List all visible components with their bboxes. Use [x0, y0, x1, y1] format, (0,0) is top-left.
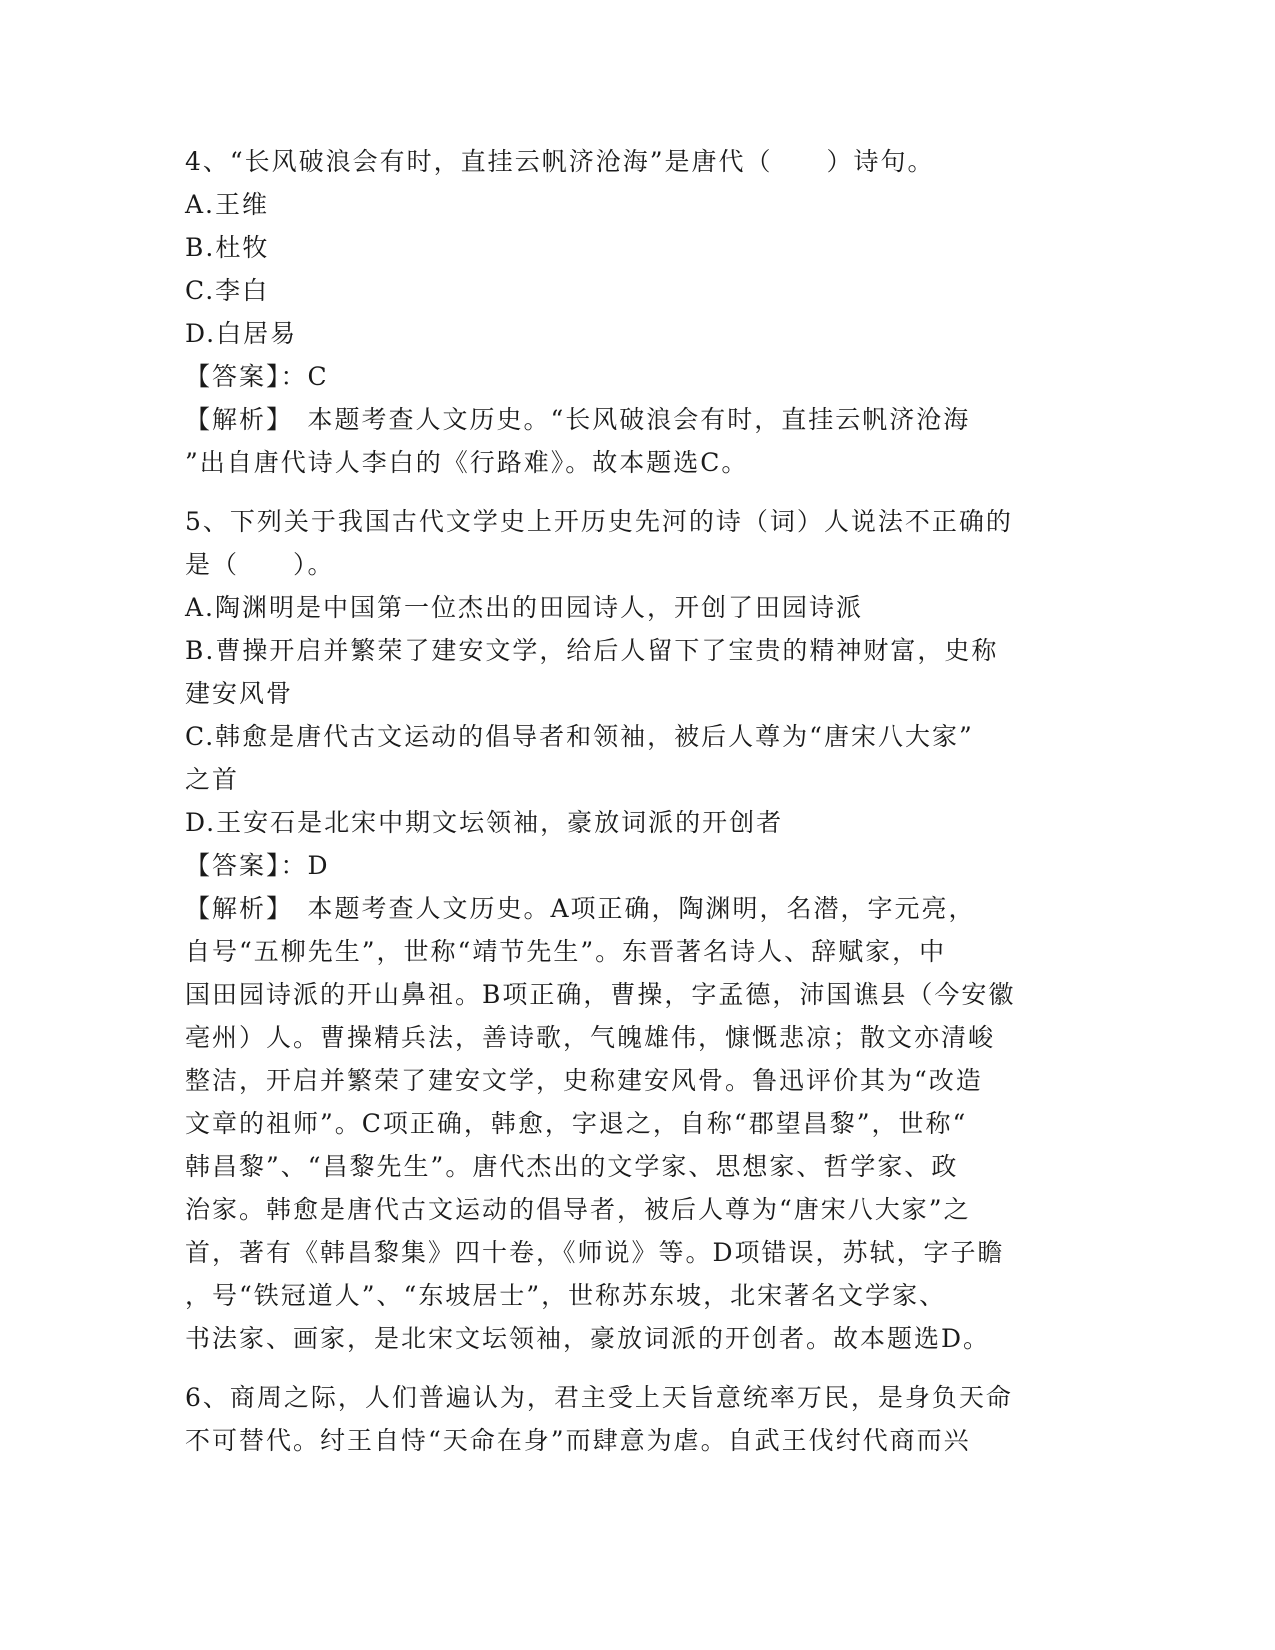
option-c: C.韩愈是唐代古文运动的倡导者和领袖，被后人尊为“唐宋八大家” [185, 722, 974, 751]
question-stem: 不可替代。纣王自恃“天命在身”而肆意为虐。自武王伐纣代商而兴 [185, 1426, 971, 1455]
answer-line: 【答案】：D [185, 851, 330, 880]
spacer [185, 484, 1085, 500]
document-page [185, 140, 1085, 1462]
question-stem: 6、商周之际，人们普遍认为，君主受上天旨意统率万民，是身负天命 [185, 1383, 1013, 1412]
question-stem: 是（ ）。 [185, 550, 335, 579]
analysis-line: 首，著有《韩昌黎集》四十卷，《师说》等。D项错误，苏轼，字子瞻 [185, 1238, 1005, 1267]
analysis-line: 自号“五柳先生”，世称“靖节先生”。东晋著名诗人、辞赋家，中 [185, 937, 947, 966]
spacer [185, 1360, 1085, 1376]
analysis-line: ”出自唐代诗人李白的《行路难》。故本题选C。 [185, 448, 749, 477]
answer-line: 【答案】：C [185, 362, 329, 391]
option-a: A.王维 [185, 190, 270, 219]
question-4 [185, 140, 1085, 484]
analysis-line: 【解析】 本题考查人文历史。A项正确，陶渊明，名潜，字元亮， [185, 894, 976, 923]
analysis-line: 【解析】 本题考查人文历史。“长风破浪会有时，直挂云帆济沧海 [185, 405, 971, 434]
option-d: D.白居易 [185, 319, 298, 348]
analysis-line: 韩昌黎”、“昌黎先生”。唐代杰出的文学家、思想家、哲学家、政 [185, 1152, 959, 1181]
option-d: D.王安石是北宋中期文坛领袖，豪放词派的开创者 [185, 808, 784, 837]
analysis-line: 文章的祖师”。C项正确，韩愈，字退之，自称“郡望昌黎”，世称“ [185, 1109, 968, 1138]
analysis-line: 书法家、画家，是北宋文坛领袖，豪放词派的开创者。故本题选D。 [185, 1324, 991, 1353]
option-b-continued: 建安风骨 [185, 679, 294, 708]
option-b: B.杜牧 [185, 233, 270, 262]
question-5 [185, 500, 1085, 1360]
option-c: C.李白 [185, 276, 270, 305]
analysis-line: 治家。韩愈是唐代古文运动的倡导者，被后人尊为“唐宋八大家”之 [185, 1195, 971, 1224]
question-stem: 4、“长风破浪会有时，直挂云帆济沧海”是唐代（ ）诗句。 [185, 147, 935, 176]
question-stem: 5、下列关于我国古代文学史上开历史先河的诗（词）人说法不正确的 [185, 507, 1013, 536]
analysis-line: 整洁，开启并繁荣了建安文学，史称建安风骨。鲁迅评价其为“改造 [185, 1066, 983, 1095]
option-c-continued: 之首 [185, 765, 240, 794]
question-6 [185, 1376, 1085, 1462]
analysis-line: ，号“铁冠道人”、“东坡居士”，世称苏东坡，北宋著名文学家、 [185, 1281, 947, 1310]
analysis-line: 亳州）人。曹操精兵法，善诗歌，气魄雄伟，慷慨悲凉；散文亦清峻 [185, 1023, 996, 1052]
option-b: B.曹操开启并繁荣了建安文学，给后人留下了宝贵的精神财富，史称 [185, 636, 999, 665]
option-a: A.陶渊明是中国第一位杰出的田园诗人，开创了田园诗派 [185, 593, 864, 622]
analysis-line: 国田园诗派的开山鼻祖。B项正确，曹操，字孟德，沛国谯县（今安徽 [185, 980, 1016, 1009]
